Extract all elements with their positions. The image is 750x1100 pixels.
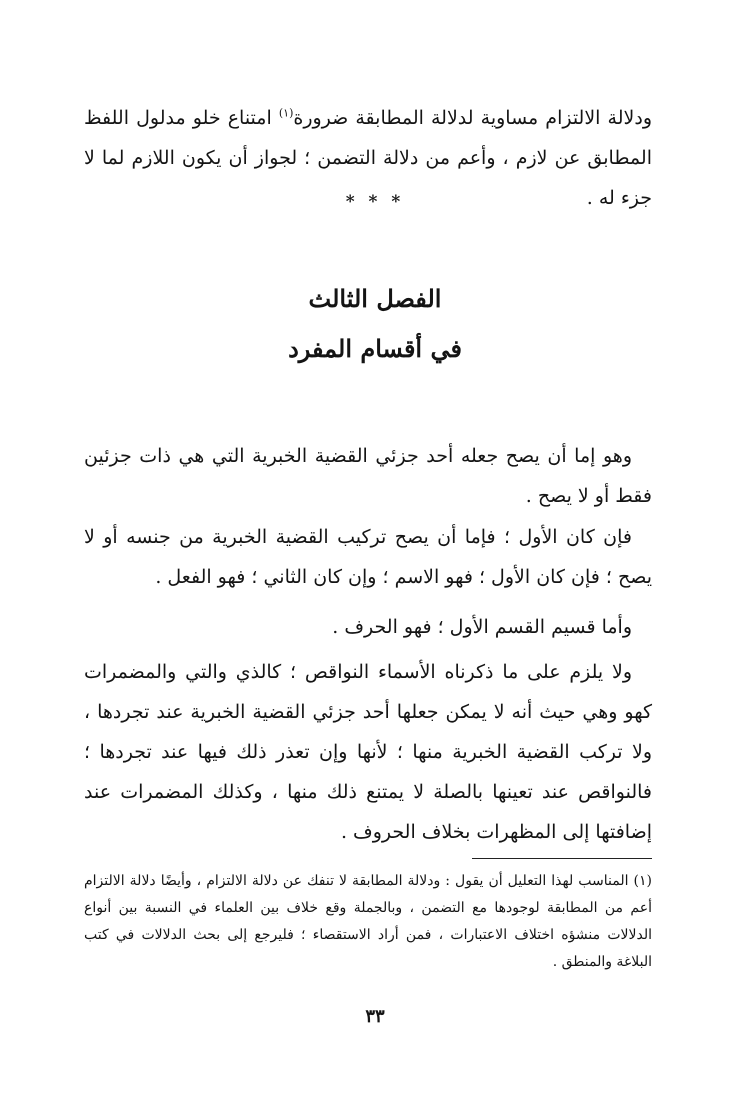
- paragraph-2: [84, 517, 652, 597]
- section-separator: * * *: [345, 192, 405, 212]
- intro-text-after-note: امتناع خلو مدلول اللفظ المطابق عن لازم ، وأعم من دلالة التضمن ؛ لجواز أن يكون اللازم لما لا جزء له .: [84, 107, 652, 209]
- paragraph-4: [84, 652, 652, 852]
- paragraph-2-text: فإن كان الأول ؛ فإما أن يصح تركيب القضية الخبرية من جنسه أو لا يصح ؛ فإن كان الأول ؛ فهو الاسم ؛ وإن كان الثاني ؛ فهو الفعل .: [84, 526, 652, 588]
- footnote-divider: [472, 858, 652, 859]
- paragraph-1-text: وهو إما أن يصح جعله أحد جزئي القضية الخبرية التي هي ذات جزئين فقط أو لا يصح .: [84, 445, 652, 507]
- paragraph-1: [84, 436, 652, 516]
- chapter-title: الفصل الثالث: [308, 284, 442, 313]
- paragraph-3: [84, 607, 652, 647]
- footnote-marker: (١): [278, 106, 294, 120]
- paragraph-4-text: ولا يلزم على ما ذكرناه الأسماء النواقص ؛ كالذي والتي والمضمرات كهو وهي حيث أنه لا يمكن جعلها أحد جزئي القضية الخبرية عند تجردها ، ولا تركب القضية الخبرية منها ؛ لأنها وإن تعذر ذلك فيها عند تجردها ؛ فالنواقص عند تعينها بالصلة لا يمتنع ذلك منها ، وكذلك المضمرات عند إضافتها إلى المظهرات بخلاف الحروف .: [84, 661, 652, 843]
- footnote: (١) المناسب لهذا التعليل أن يقول : ودلالة المطابقة لا تنفك عن دلالة الالتزام ، وأيضًا دلالة الالتزام أعم من المطابقة لوجودها مع التضمن ، وبالجملة وقع خلاف بين العلماء في النسبة بين أنواع الدلالات منشؤه اختلاف الاعتبارات ، فمن أراد الاستقصاء ؛ فليرجع إلى بحث الدلالات في كتب البلاغة والمنطق .: [84, 873, 652, 970]
- paragraph-3-text: وأما قسيم القسم الأول ؛ فهو الحرف .: [332, 616, 632, 638]
- intro-text-before-note: ودلالة الالتزام مساوية لدلالة المطابقة ضرورة: [293, 107, 653, 129]
- chapter-subtitle: في أقسام المفرد: [288, 334, 462, 363]
- page-number: ٣٣: [365, 1006, 385, 1027]
